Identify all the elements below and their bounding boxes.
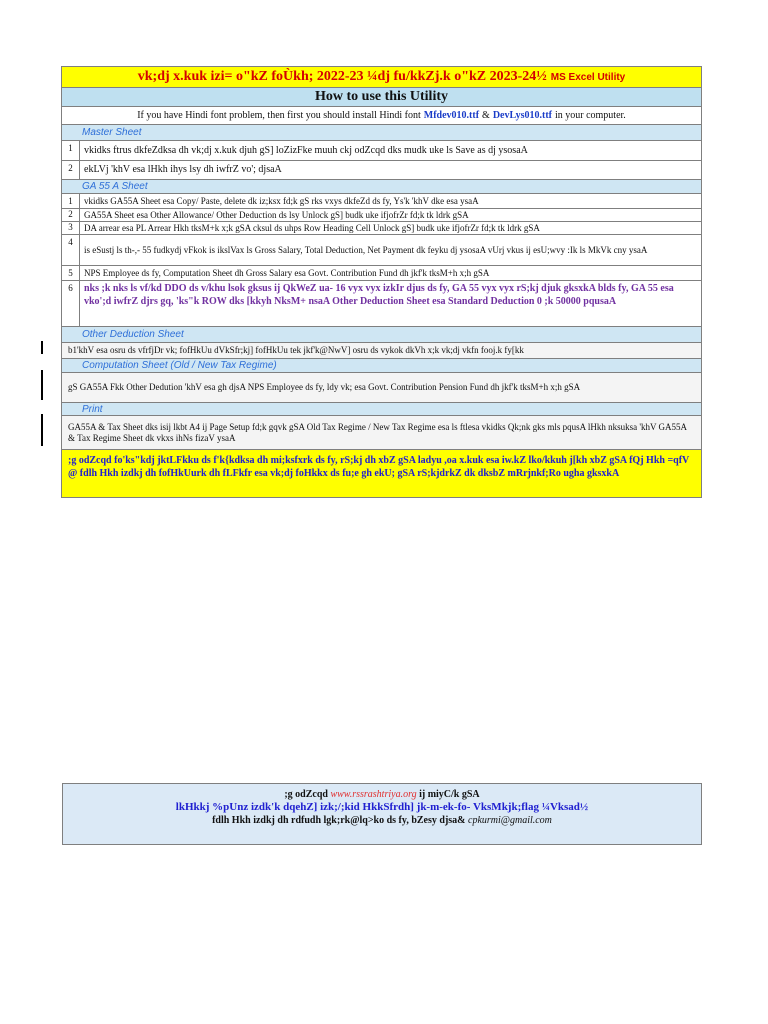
- row-text: GA55A Sheet esa Other Allowance/ Other Deduction ds lsy Unlock gS] budk uke ifjofrZr fd;k tk ldrk gSA: [84, 210, 469, 220]
- other-deduction-text: b1'khV esa osru ds vfrfjDr vk; fofHkUu dVkSfr;kj] fofHkUu tek jkf'k@NwV] osru ds vykok dkVh x;k vk;dj vkfn fooj.k fy[kk: [61, 343, 702, 359]
- ga-row-5: [61, 266, 702, 281]
- font-name-devlys: DevLys010.ttf: [492, 110, 552, 121]
- title-hindi: vk;dj x.kuk izi= o"kZ foÙkh; 2022-23 ¼dj fu/kkZj.k o"kZ 2023-24½: [137, 69, 547, 84]
- title-bar: [61, 66, 702, 88]
- footer-line-1: [63, 788, 701, 801]
- ga-row-3: [61, 222, 702, 235]
- print-text: GA55A & Tax Sheet dks isij lkbt A4 ij Page Setup fd;k gqvk gSA Old Tax Regime / New Tax Regime esa ls ftlesa vkidks Qk;nk gks mls pqusA lHkh nksuksa 'khV GA55A & Tax Regime Sheet dk vkxs ihNs fizaV ysaA: [61, 416, 702, 450]
- row-number: 1: [62, 141, 80, 160]
- how-to-heading: [61, 88, 702, 107]
- text-cursor-marker: [41, 341, 43, 354]
- row-number: 1: [62, 194, 80, 208]
- footer-line1-post: ij miyC/k gSA: [419, 789, 480, 800]
- row-number: 4: [62, 235, 80, 265]
- row-text: ekLVj 'khV esa lHkh ihys lsy dh iwfrZ vo'; djsaA: [84, 164, 282, 175]
- row-number: 5: [62, 266, 80, 280]
- font-info-prefix: If you have Hindi font problem, then first you should install Hindi font: [137, 110, 421, 121]
- footer-line3-pre: fdlh Hkh izdkj dh rdfudh lgk;rk@lq>ko ds fy, bZesy djsa&: [212, 815, 466, 826]
- font-info-suffix: in your computer.: [554, 110, 626, 121]
- font-name-mfdev: Mfdev010.ttf: [423, 110, 480, 121]
- utility-sheet: [61, 66, 702, 498]
- footer-line-3: [63, 814, 701, 827]
- master-row-1: [61, 141, 702, 161]
- title-ms-excel: MS Excel Utility: [550, 71, 626, 83]
- font-info-row: [61, 107, 702, 125]
- ga-row-4: [61, 235, 702, 266]
- ga-row-6: [61, 281, 702, 327]
- section-master-label: Master Sheet: [82, 127, 142, 138]
- row-number: 2: [62, 209, 80, 221]
- credits-footer: [62, 783, 702, 845]
- footer-line1-pre: ;g odZcqd: [284, 789, 328, 800]
- ga-row-1: [61, 194, 702, 209]
- section-master-sheet: [61, 125, 702, 141]
- text-cursor-marker: [41, 370, 43, 400]
- font-info-amp: &: [482, 110, 490, 121]
- row-number: 3: [62, 222, 80, 234]
- row-number: 6: [62, 281, 80, 326]
- section-other-deduction-label: Other Deduction Sheet: [82, 329, 184, 340]
- footer-website-link[interactable]: www.rssrashtriya.org: [330, 789, 417, 800]
- row-text: is eSustj ls th-,- 55 fudkydj vFkok is ikslVax ls Gross Salary, Total Deduction, Net Payment dk feyku dj ysosaA vUrj vkus ij esU;wvy :Ik ls MkVk cny ysaA: [84, 244, 648, 255]
- how-to-label: How to use this Utility: [315, 89, 448, 104]
- master-row-2: [61, 161, 702, 180]
- row-text: DA arrear esa PL Arrear Hkh tksM+k x;k gSA cksul ds uhps Row Heading Cell Unlock gS] budk uke ifjofrZr fd;k tk ldrk gSA: [84, 223, 540, 233]
- section-ga55a-sheet: [61, 180, 702, 194]
- section-print: [61, 403, 702, 416]
- section-print-label: Print: [82, 403, 103, 415]
- row-text: NPS Employee ds fy, Computation Sheet dh Gross Salary esa Govt. Contribution Fund dh jkf'k tksM+h x;h gSA: [84, 268, 490, 278]
- row-text: vkidks GA55A Sheet esa Copy/ Paste, delete dk iz;ksx fd;k gS rks vxys dkfeZd ds fy, Ys'k 'khV dke esa ysaA: [84, 196, 479, 206]
- disclaimer-note: ;g odZcqd fo'ks"kdj jktLFkku ds f'k{kdksa dh mi;ksfxrk ds fy, rS;kj dh xbZ gSA ladyu ,oa x.kuk esa iw.kZ lko/kkuh j[kh xbZ gSA fQj Hkh =qfV @ fdlh Hkh izdkj dh fofHkUurk dh fLFkfr esa vk;dj foHkkx ds fu;e gh ekU; gSA rS;kjdrkZ dk dksbZ mRrjnkf;Ro ugha gksxkA: [61, 450, 702, 498]
- footer-email-link[interactable]: cpkurmi@gmail.com: [468, 815, 552, 826]
- section-ga55a-label: GA 55 A Sheet: [82, 181, 148, 192]
- section-computation-label: Computation Sheet (Old / New Tax Regime): [82, 360, 277, 371]
- ga-row-2: [61, 209, 702, 222]
- row-text: nks ;k nks ls vf/kd DDO ds v/khu lsok gksus ij QkWeZ ua- 16 vyx vyx izkIr djus ds fy, GA 55 vyx vyx rS;kj djuk gksxkA blds fy, GA 55 esa vko';d iwfrZ djrs gq, 'ks"k ROW dks [kkyh NksM+ nsaA Other Deduction Sheet esa Standard Deduction 0 ;k 50000 pqusaA: [84, 283, 674, 307]
- section-other-deduction-sheet: [61, 327, 702, 343]
- computation-text: gS GA55A Fkk Other Dedution 'khV esa gh djsA NPS Employee ds fy, ldy vk; esa Govt. Contribution Pension Fund dh jkf'k tksM+h x;h gSA: [61, 373, 702, 403]
- row-text: vkidks ftrus dkfeZdksa dh vk;dj x.kuk djuh gS] loZizFke muuh ckj odZcqd dks mudk uke ls Save as dj ysosaA: [84, 144, 528, 156]
- text-cursor-marker: [41, 414, 43, 446]
- footer-line-2: lkHkkj %pUnz izdk'k dqehZ] izk;/;kid HkkSfrdh] jk-m-ek-fo- VksMkjk;flag ¼Vksad½: [175, 801, 589, 813]
- section-computation-sheet: [61, 359, 702, 373]
- row-number: 2: [62, 161, 80, 179]
